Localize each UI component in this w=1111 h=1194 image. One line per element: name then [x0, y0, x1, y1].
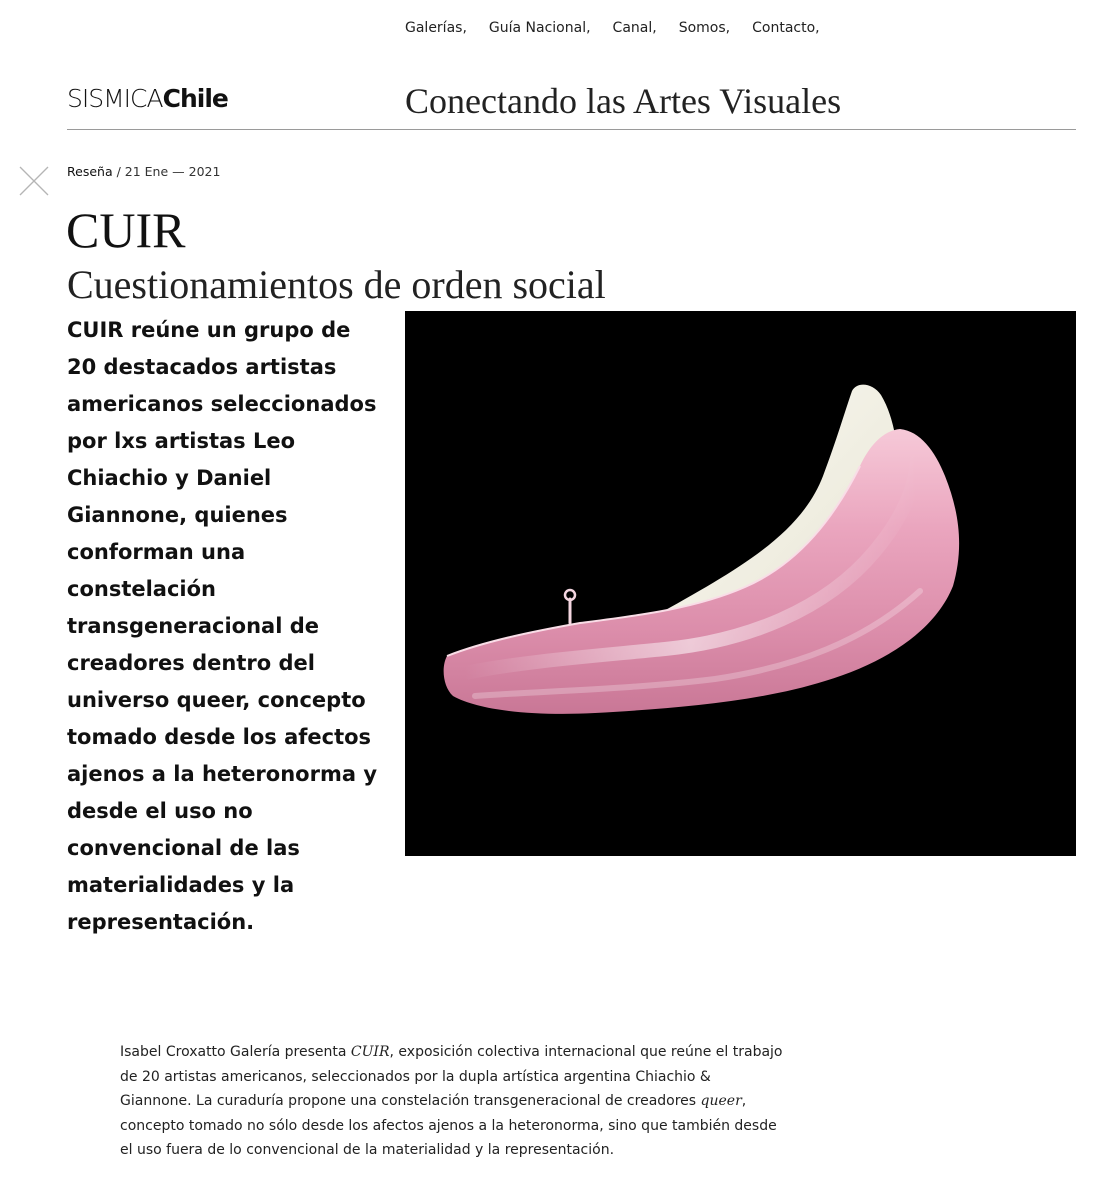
nav-item-galerias[interactable]: Galerías, — [405, 20, 467, 36]
body-text-3: , concepto tomado no sólo desde los afectos ajenos a la heteronorma, sino que también desde el uso fuera de lo convencional de la materialidad y la representación. — [120, 1093, 777, 1158]
body-text-2: , exposición colectiva internacional que reúne el trabajo de 20 artistas americanos, seleccionados por la dupla artística argentina Chiachio & Giannone. La curaduría propone una constelación transgeneracional de creadores — [120, 1044, 783, 1109]
main-nav — [405, 20, 820, 36]
artwork-image — [405, 311, 1076, 856]
header-divider — [67, 129, 1076, 130]
nav-item-somos[interactable]: Somos, — [678, 20, 731, 36]
article-meta — [67, 164, 220, 179]
nav-item-guia-nacional[interactable]: Guía Nacional, — [488, 20, 591, 36]
logo-text-sismica: SISMICA — [67, 84, 163, 113]
article-date: 21 Ene — 2021 — [124, 164, 221, 179]
close-icon[interactable] — [19, 166, 49, 196]
article-lead: CUIR reúne un grupo de 20 destacados artistas americanos seleccionados por lxs artistas Leo Chiachio y Daniel Giannone, quienes conforman una constelación transgeneracional de creadores dentro del universo queer, concepto tomado desde los afectos ajenos a la heteronorma y desde el uso no convencional de las materialidades y la representación. — [67, 318, 378, 934]
nav-item-canal[interactable]: Canal, — [612, 20, 657, 36]
site-tagline: Conectando las Artes Visuales — [405, 81, 842, 121]
body-emphasis-cuir: CUIR — [350, 1044, 390, 1060]
body-emphasis-queer: queer — [700, 1093, 742, 1109]
meta-separator: / — [112, 164, 125, 179]
nav-item-contacto[interactable]: Contacto, — [752, 20, 820, 36]
site-logo[interactable] — [67, 84, 228, 113]
article-body — [120, 1040, 785, 1163]
article-subtitle: Cuestionamientos de orden social — [67, 262, 606, 307]
logo-text-chile: Chile — [162, 84, 228, 113]
article-category-link[interactable]: Reseña — [67, 164, 113, 179]
article-title: CUIR — [66, 202, 186, 258]
body-text-1: Isabel Croxatto Galería presenta — [120, 1044, 351, 1060]
